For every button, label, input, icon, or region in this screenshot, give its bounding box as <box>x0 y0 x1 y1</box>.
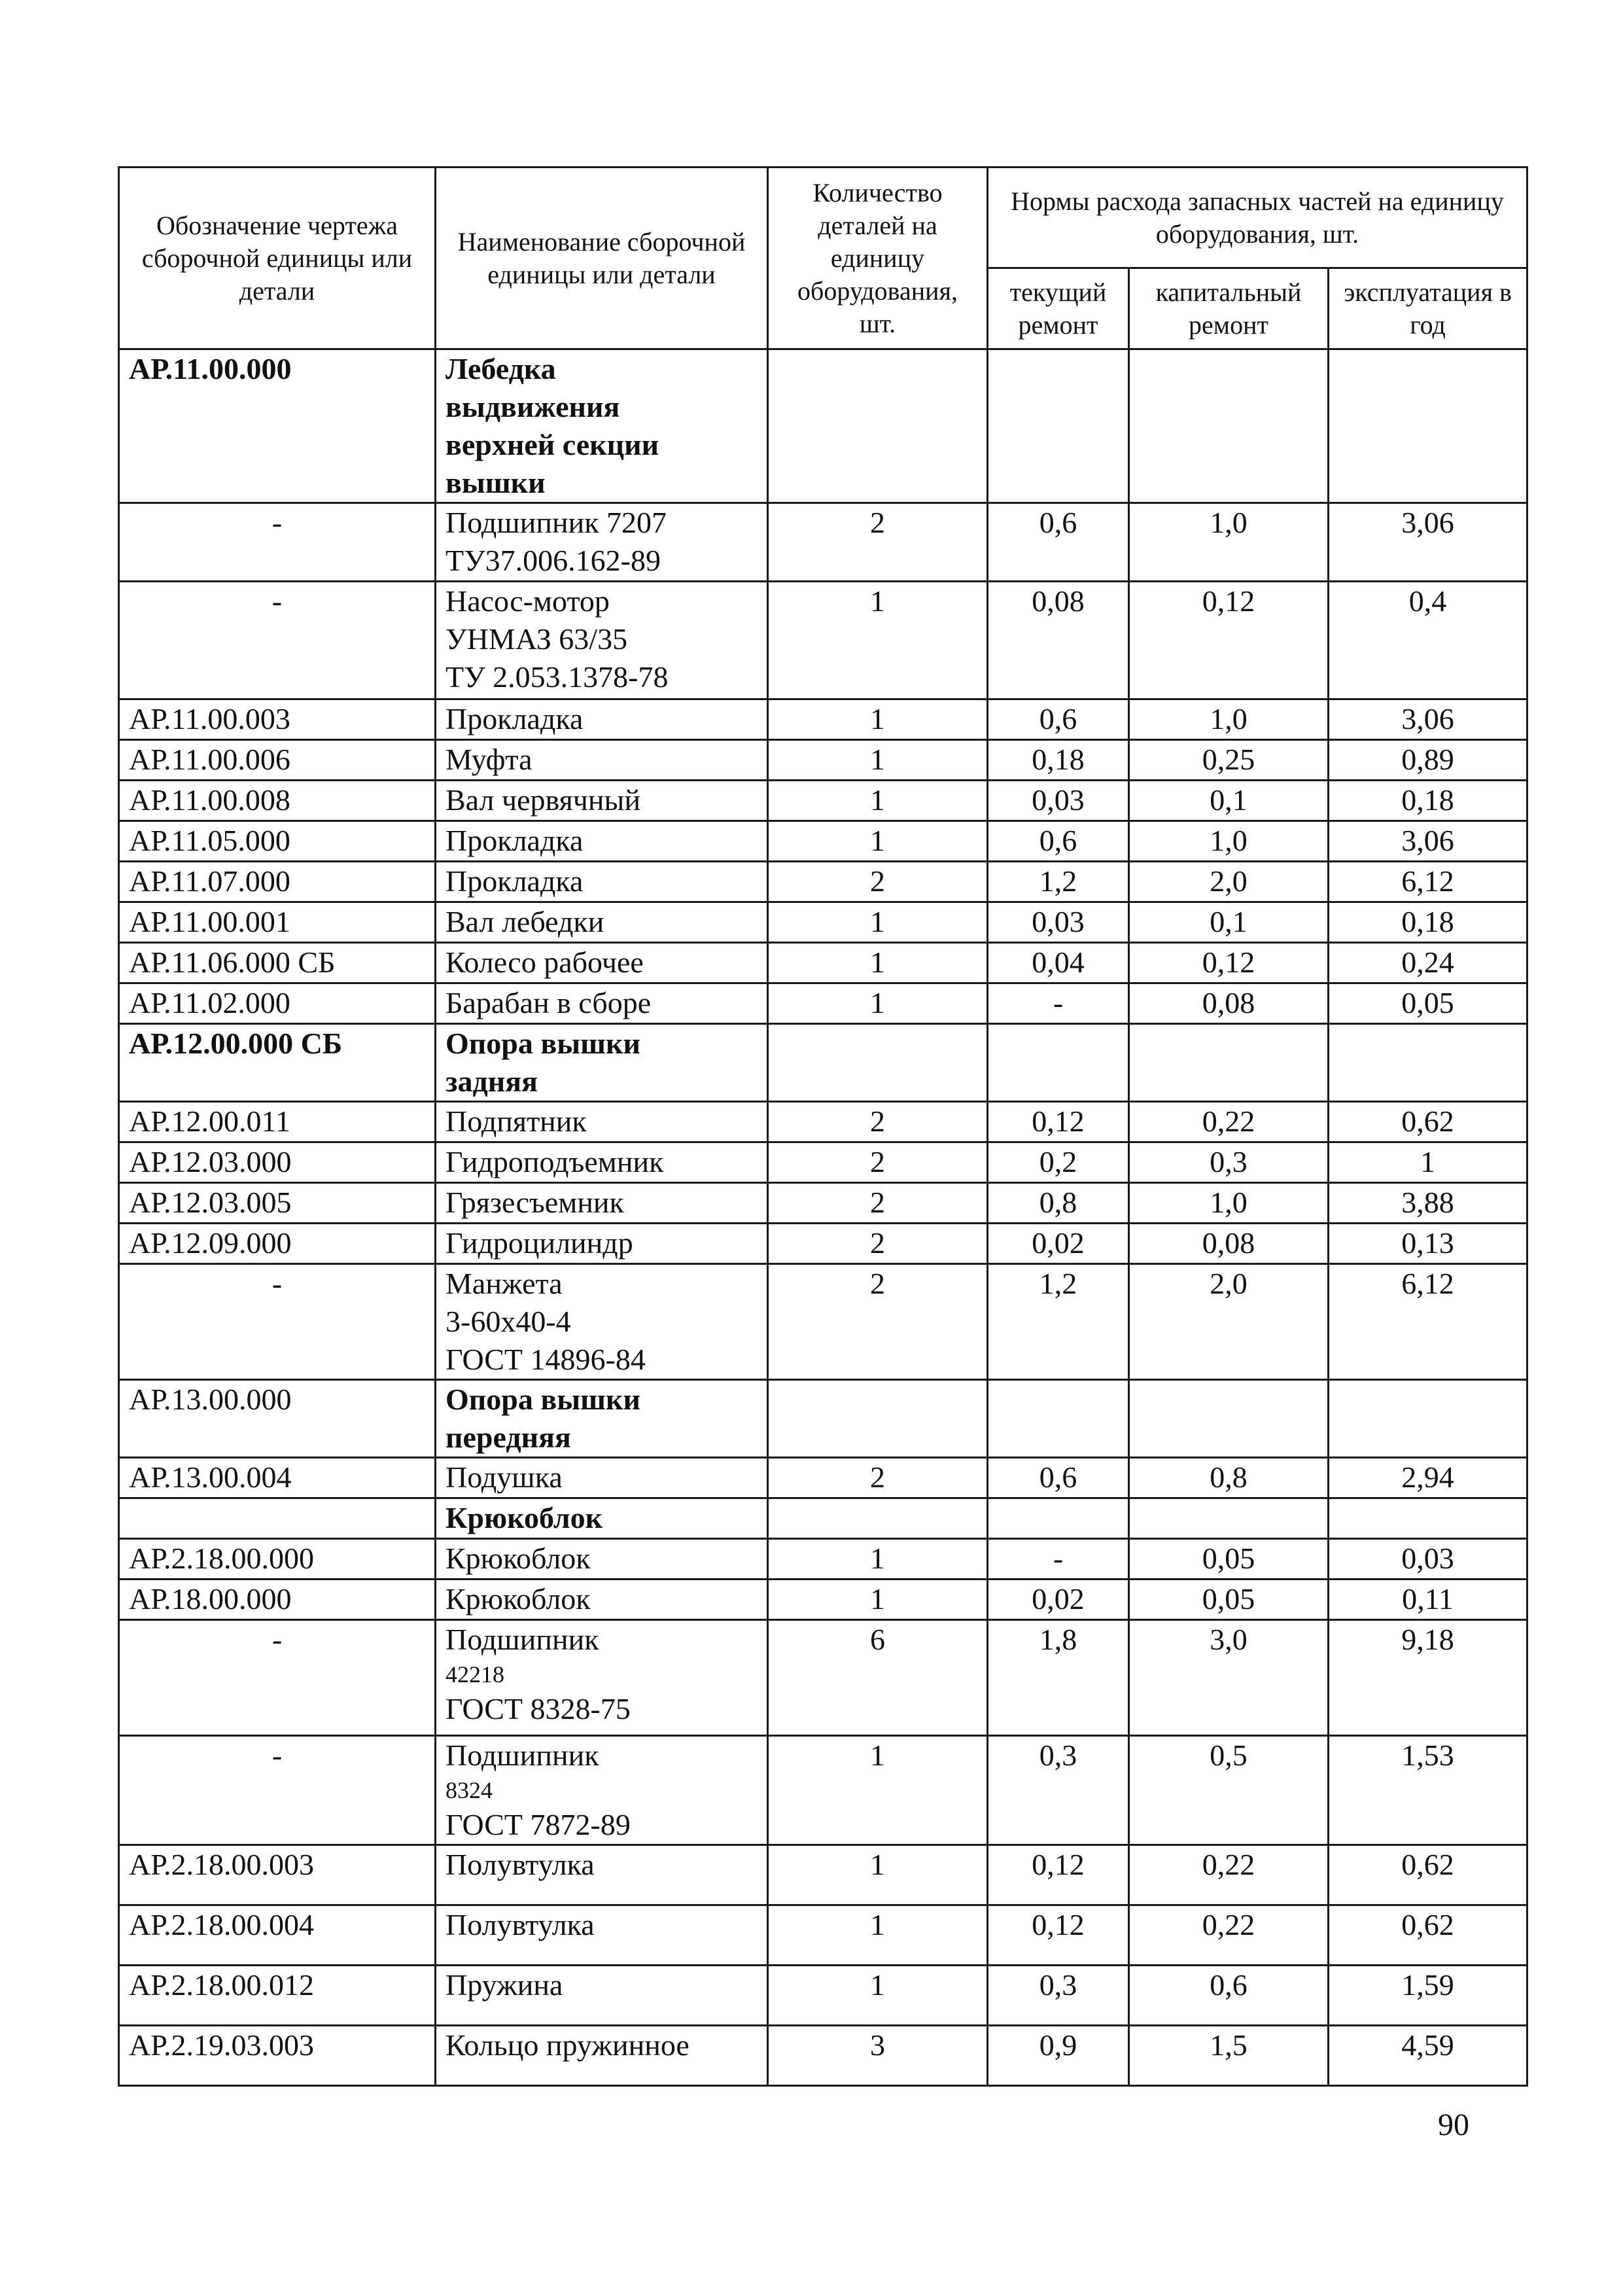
name-line: Опора вышки <box>445 1027 640 1060</box>
cell-name <box>436 1380 768 1458</box>
cell-designation: АР.2.18.00.012 <box>119 1966 436 2026</box>
cell-capital-repair: 1,0 <box>1129 821 1329 862</box>
name-line: вышки <box>445 466 546 499</box>
cell-capital-repair <box>1129 1380 1329 1458</box>
cell-capital-repair: 0,08 <box>1129 983 1329 1024</box>
cell-current-repair <box>988 1024 1129 1102</box>
cell-name <box>436 1845 768 1905</box>
cell-operation-per-year: 6,12 <box>1329 1264 1527 1380</box>
cell-designation: АР.2.18.00.003 <box>119 1845 436 1905</box>
table-row <box>119 2026 1527 2086</box>
name-line: Барабан в сборе <box>445 986 652 1019</box>
cell-operation-per-year: 3,06 <box>1329 699 1527 740</box>
table-row <box>119 1102 1527 1142</box>
cell-current-repair <box>988 1380 1129 1458</box>
cell-designation: АР.11.05.000 <box>119 821 436 862</box>
cell-name <box>436 740 768 781</box>
cell-designation: АР.11.00.006 <box>119 740 436 781</box>
cell-capital-repair: 0,25 <box>1129 740 1329 781</box>
name-line: верхней секции <box>445 428 659 461</box>
cell-current-repair: 0,6 <box>988 1458 1129 1498</box>
cell-designation: АР.11.00.000 <box>119 349 436 503</box>
cell-name <box>436 862 768 902</box>
cell-name <box>436 781 768 821</box>
table-row <box>119 983 1527 1024</box>
cell-capital-repair: 0,08 <box>1129 1224 1329 1264</box>
cell-quantity: 1 <box>768 821 988 862</box>
cell-capital-repair: 0,3 <box>1129 1142 1329 1183</box>
table-row <box>119 1905 1527 1966</box>
cell-current-repair: 0,6 <box>988 503 1129 582</box>
cell-operation-per-year <box>1329 1380 1527 1458</box>
cell-capital-repair: 0,12 <box>1129 943 1329 983</box>
cell-current-repair: 0,18 <box>988 740 1129 781</box>
header-quantity: Количество деталей на единицу оборудования, шт. <box>768 168 988 349</box>
cell-capital-repair: 3,0 <box>1129 1620 1329 1736</box>
table-row <box>119 1736 1527 1845</box>
name-line: ГОСТ 7872-89 <box>445 1808 631 1841</box>
cell-operation-per-year: 0,11 <box>1329 1580 1527 1620</box>
table-row <box>119 902 1527 943</box>
cell-capital-repair: 1,0 <box>1129 1183 1329 1224</box>
cell-current-repair: 0,02 <box>988 1580 1129 1620</box>
cell-designation: - <box>119 582 436 699</box>
section-row <box>119 1024 1527 1102</box>
cell-designation: - <box>119 1736 436 1845</box>
header-norms-group: Нормы расхода запасных частей на единицу оборудования, шт. <box>988 168 1527 268</box>
name-line: Крюкоблок <box>445 1542 591 1575</box>
cell-designation: АР.13.00.000 <box>119 1380 436 1458</box>
cell-designation: АР.12.03.005 <box>119 1183 436 1224</box>
cell-capital-repair <box>1129 1024 1329 1102</box>
cell-name <box>436 1024 768 1102</box>
cell-operation-per-year: 0,24 <box>1329 943 1527 983</box>
cell-operation-per-year: 0,4 <box>1329 582 1527 699</box>
section-row <box>119 349 1527 503</box>
name-line: Подшипник 7207 <box>445 506 667 539</box>
cell-designation: АР.18.00.000 <box>119 1580 436 1620</box>
table-row <box>119 503 1527 582</box>
cell-designation: АР.12.00.011 <box>119 1102 436 1142</box>
cell-capital-repair: 0,22 <box>1129 1102 1329 1142</box>
cell-quantity: 2 <box>768 503 988 582</box>
name-line: ТУ37.006.162-89 <box>445 544 661 577</box>
cell-operation-per-year: 0,18 <box>1329 781 1527 821</box>
cell-operation-per-year: 2,94 <box>1329 1458 1527 1498</box>
table-row <box>119 1620 1527 1736</box>
cell-operation-per-year: 3,06 <box>1329 503 1527 582</box>
cell-quantity: 2 <box>768 1264 988 1380</box>
table-row <box>119 1183 1527 1224</box>
cell-name <box>436 902 768 943</box>
cell-name <box>436 1102 768 1142</box>
cell-name <box>436 1539 768 1580</box>
name-line: УНМАЗ 63/35 <box>445 622 628 656</box>
cell-designation: АР.13.00.004 <box>119 1458 436 1498</box>
table-row <box>119 1966 1527 2026</box>
cell-name <box>436 582 768 699</box>
header-operation-per-year: эксплуатация в год <box>1329 268 1527 349</box>
cell-quantity: 2 <box>768 1142 988 1183</box>
name-line: Прокладка <box>445 702 584 735</box>
cell-designation: - <box>119 503 436 582</box>
cell-capital-repair: 1,0 <box>1129 503 1329 582</box>
table-row <box>119 821 1527 862</box>
name-line: Крюкоблок <box>445 1582 591 1616</box>
name-line: Крюкоблок <box>445 1501 603 1534</box>
cell-capital-repair: 0,8 <box>1129 1458 1329 1498</box>
cell-quantity: 1 <box>768 1966 988 2026</box>
cell-current-repair: 0,3 <box>988 1736 1129 1845</box>
cell-name <box>436 1966 768 2026</box>
cell-current-repair: 0,6 <box>988 699 1129 740</box>
cell-designation: АР.11.07.000 <box>119 862 436 902</box>
cell-name <box>436 943 768 983</box>
name-line: передняя <box>445 1421 571 1454</box>
name-line: Вал червячный <box>445 783 641 817</box>
table-row <box>119 1845 1527 1905</box>
name-line: ГОСТ 8328-75 <box>445 1692 631 1725</box>
name-line: Колесо рабочее <box>445 945 644 979</box>
cell-capital-repair: 2,0 <box>1129 862 1329 902</box>
cell-name <box>436 1458 768 1498</box>
cell-name <box>436 1264 768 1380</box>
cell-designation: АР.11.00.003 <box>119 699 436 740</box>
cell-current-repair: 0,3 <box>988 1966 1129 2026</box>
cell-name <box>436 1580 768 1620</box>
cell-designation: - <box>119 1264 436 1380</box>
cell-current-repair: 1,2 <box>988 1264 1129 1380</box>
cell-quantity: 2 <box>768 1224 988 1264</box>
cell-capital-repair: 0,22 <box>1129 1845 1329 1905</box>
cell-capital-repair <box>1129 349 1329 503</box>
name-line: выдвижения <box>445 390 620 423</box>
cell-designation <box>119 1498 436 1539</box>
section-row <box>119 1380 1527 1458</box>
name-line: Насос-мотор <box>445 584 610 618</box>
name-line: Подшипник <box>445 1739 599 1772</box>
cell-capital-repair: 0,22 <box>1129 1905 1329 1966</box>
cell-name <box>436 699 768 740</box>
cell-designation: АР.12.09.000 <box>119 1224 436 1264</box>
name-line: Прокладка <box>445 864 584 898</box>
cell-current-repair: 0,9 <box>988 2026 1129 2086</box>
table-row <box>119 1224 1527 1264</box>
cell-operation-per-year: 0,89 <box>1329 740 1527 781</box>
cell-current-repair: 0,03 <box>988 902 1129 943</box>
cell-operation-per-year: 1 <box>1329 1142 1527 1183</box>
table-row <box>119 862 1527 902</box>
table-row <box>119 781 1527 821</box>
cell-operation-per-year: 3,06 <box>1329 821 1527 862</box>
cell-current-repair: - <box>988 1539 1129 1580</box>
cell-current-repair: 0,8 <box>988 1183 1129 1224</box>
cell-designation: АР.2.18.00.004 <box>119 1905 436 1966</box>
table-row <box>119 740 1527 781</box>
cell-name <box>436 1183 768 1224</box>
name-line: Пружина <box>445 1968 563 2002</box>
cell-quantity: 1 <box>768 781 988 821</box>
cell-quantity: 1 <box>768 1905 988 1966</box>
name-line: ТУ 2.053.1378-78 <box>445 660 669 694</box>
cell-quantity: 1 <box>768 943 988 983</box>
table-row <box>119 943 1527 983</box>
page-number: 90 <box>1438 2108 1469 2142</box>
cell-quantity: 1 <box>768 582 988 699</box>
cell-operation-per-year: 0,05 <box>1329 983 1527 1024</box>
cell-capital-repair: 2,0 <box>1129 1264 1329 1380</box>
cell-current-repair <box>988 349 1129 503</box>
name-line: Лебедка <box>445 352 556 385</box>
cell-designation: - <box>119 1620 436 1736</box>
cell-name <box>436 1224 768 1264</box>
cell-name <box>436 1736 768 1845</box>
name-line: 3-60х40-4 <box>445 1305 571 1338</box>
name-line: Кольцо пружинное <box>445 2028 689 2062</box>
name-line: Подушка <box>445 1460 563 1494</box>
cell-current-repair: 0,03 <box>988 781 1129 821</box>
name-line: 8324 <box>445 1777 493 1803</box>
cell-quantity: 1 <box>768 699 988 740</box>
name-line: Подпятник <box>445 1104 587 1138</box>
cell-name <box>436 983 768 1024</box>
table-row <box>119 1539 1527 1580</box>
cell-designation: АР.12.00.000 СБ <box>119 1024 436 1102</box>
cell-designation: АР.12.03.000 <box>119 1142 436 1183</box>
cell-designation: АР.11.00.008 <box>119 781 436 821</box>
cell-operation-per-year: 0,62 <box>1329 1845 1527 1905</box>
cell-quantity: 6 <box>768 1620 988 1736</box>
table-row <box>119 1264 1527 1380</box>
cell-capital-repair: 0,1 <box>1129 902 1329 943</box>
cell-quantity: 1 <box>768 1736 988 1845</box>
cell-quantity: 1 <box>768 1539 988 1580</box>
name-line: Гидроцилиндр <box>445 1226 633 1260</box>
cell-quantity: 2 <box>768 862 988 902</box>
cell-operation-per-year: 6,12 <box>1329 862 1527 902</box>
name-line: Полувтулка <box>445 1908 595 1941</box>
cell-capital-repair: 0,1 <box>1129 781 1329 821</box>
cell-current-repair: 0,12 <box>988 1905 1129 1966</box>
cell-name <box>436 1905 768 1966</box>
cell-name <box>436 1498 768 1539</box>
cell-capital-repair: 0,5 <box>1129 1736 1329 1845</box>
name-line: Полувтулка <box>445 1848 595 1881</box>
cell-name <box>436 2026 768 2086</box>
name-line: Прокладка <box>445 824 584 857</box>
cell-operation-per-year: 0,62 <box>1329 1905 1527 1966</box>
spare-parts-table <box>118 166 1528 2087</box>
cell-capital-repair: 1,5 <box>1129 2026 1329 2086</box>
name-line: ГОСТ 14896-84 <box>445 1343 646 1376</box>
table-row <box>119 1580 1527 1620</box>
cell-current-repair: 1,2 <box>988 862 1129 902</box>
cell-quantity: 2 <box>768 1102 988 1142</box>
name-line: 42218 <box>445 1661 504 1687</box>
cell-quantity: 1 <box>768 740 988 781</box>
name-line: Манжета <box>445 1267 563 1300</box>
cell-current-repair: 0,04 <box>988 943 1129 983</box>
table-row <box>119 1458 1527 1498</box>
cell-current-repair: 0,02 <box>988 1224 1129 1264</box>
header-designation: Обозначение чертежа сборочной единицы или детали <box>119 168 436 349</box>
cell-designation: АР.11.06.000 СБ <box>119 943 436 983</box>
cell-quantity: 1 <box>768 1580 988 1620</box>
cell-name <box>436 349 768 503</box>
cell-current-repair: 0,12 <box>988 1845 1129 1905</box>
cell-name <box>436 503 768 582</box>
cell-operation-per-year <box>1329 349 1527 503</box>
cell-capital-repair: 1,0 <box>1129 699 1329 740</box>
table-body <box>119 349 1527 2086</box>
cell-quantity: 1 <box>768 902 988 943</box>
name-line: Подшипник <box>445 1623 599 1656</box>
cell-operation-per-year: 0,03 <box>1329 1539 1527 1580</box>
cell-name <box>436 1142 768 1183</box>
cell-capital-repair: 0,12 <box>1129 582 1329 699</box>
cell-quantity <box>768 1498 988 1539</box>
cell-operation-per-year <box>1329 1498 1527 1539</box>
cell-operation-per-year: 0,62 <box>1329 1102 1527 1142</box>
name-line: Гидроподъемник <box>445 1145 664 1178</box>
name-line: задняя <box>445 1065 538 1098</box>
cell-designation: АР.2.19.03.003 <box>119 2026 436 2086</box>
cell-operation-per-year: 9,18 <box>1329 1620 1527 1736</box>
cell-current-repair: 1,8 <box>988 1620 1129 1736</box>
cell-name <box>436 1620 768 1736</box>
cell-quantity <box>768 1380 988 1458</box>
cell-operation-per-year: 4,59 <box>1329 2026 1527 2086</box>
cell-capital-repair: 0,05 <box>1129 1539 1329 1580</box>
cell-capital-repair <box>1129 1498 1329 1539</box>
header-current-repair: текущий ремонт <box>988 268 1129 349</box>
cell-operation-per-year: 1,53 <box>1329 1736 1527 1845</box>
name-line: Грязесъемник <box>445 1186 624 1219</box>
name-line: Вал лебедки <box>445 905 604 938</box>
cell-designation: АР.11.00.001 <box>119 902 436 943</box>
cell-current-repair: 0,08 <box>988 582 1129 699</box>
cell-quantity: 1 <box>768 983 988 1024</box>
cell-operation-per-year: 3,88 <box>1329 1183 1527 1224</box>
table-row <box>119 699 1527 740</box>
header-capital-repair: капитальный ремонт <box>1129 268 1329 349</box>
name-line: Муфта <box>445 743 532 776</box>
cell-quantity: 2 <box>768 1183 988 1224</box>
cell-operation-per-year: 0,13 <box>1329 1224 1527 1264</box>
cell-capital-repair: 0,6 <box>1129 1966 1329 2026</box>
cell-capital-repair: 0,05 <box>1129 1580 1329 1620</box>
cell-operation-per-year: 1,59 <box>1329 1966 1527 2026</box>
cell-operation-per-year <box>1329 1024 1527 1102</box>
cell-current-repair: - <box>988 983 1129 1024</box>
cell-current-repair: 0,2 <box>988 1142 1129 1183</box>
cell-quantity: 1 <box>768 1845 988 1905</box>
cell-quantity: 3 <box>768 2026 988 2086</box>
cell-quantity <box>768 349 988 503</box>
cell-operation-per-year: 0,18 <box>1329 902 1527 943</box>
cell-quantity <box>768 1024 988 1102</box>
cell-quantity: 2 <box>768 1458 988 1498</box>
header-name: Наименование сборочной единицы или детали <box>436 168 768 349</box>
cell-name <box>436 821 768 862</box>
section-row <box>119 1498 1527 1539</box>
cell-current-repair <box>988 1498 1129 1539</box>
cell-current-repair: 0,12 <box>988 1102 1129 1142</box>
cell-current-repair: 0,6 <box>988 821 1129 862</box>
cell-designation: АР.2.18.00.000 <box>119 1539 436 1580</box>
cell-designation: АР.11.02.000 <box>119 983 436 1024</box>
name-line: Опора вышки <box>445 1383 640 1416</box>
table-row <box>119 1142 1527 1183</box>
table-row <box>119 582 1527 699</box>
